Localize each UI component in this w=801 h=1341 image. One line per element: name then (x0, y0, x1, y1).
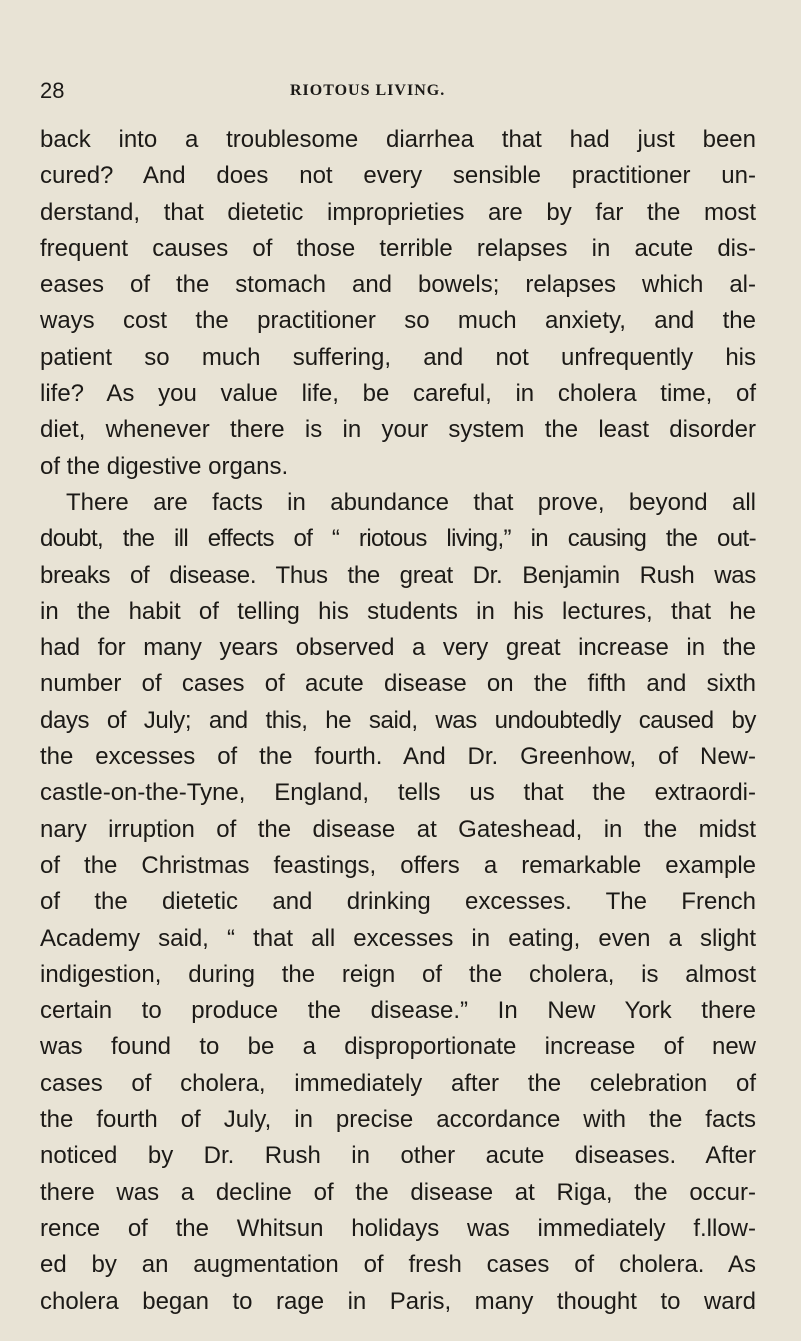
page-number: 28 (40, 78, 65, 103)
text-line: noticed by Dr. Rush in other acute diseases. After (40, 1142, 756, 1170)
text-line: days of July; and this, he said, was undoubtedly caused by (40, 706, 756, 734)
text-line: of the dietetic and drinking excesses. The French (40, 888, 756, 916)
text-line: the fourth of July, in precise accordance with the facts (40, 1106, 756, 1134)
text-line: ed by an augmentation of fresh cases of cholera. As (40, 1251, 756, 1279)
text-line: diet, whenever there is in your system the least disorder (40, 416, 756, 444)
text-line: life? As you value life, be careful, in cholera time, of (40, 380, 756, 408)
text-line: of the digestive organs. (40, 452, 289, 480)
text-line: there was a decline of the disease at Riga, the occur- (40, 1178, 756, 1206)
text-line: patient so much suffering, and not unfrequently his (40, 343, 756, 371)
text-line: of the Christmas feastings, offers a remarkable example (40, 851, 756, 879)
body-text (40, 122, 756, 1320)
text-line: had for many years observed a very great increase in the (40, 634, 756, 662)
text-line: breaks of disease. Thus the great Dr. Benjamin Rush was (40, 561, 756, 589)
text-line: doubt, the ill effects of “ riotous living,” in causing the out- (40, 525, 756, 553)
text-line: derstand, that dietetic improprieties are by far the most (40, 198, 756, 226)
text-line: certain to produce the disease.” In New York there (40, 997, 756, 1025)
text-line: the excesses of the fourth. And Dr. Greenhow, of New- (40, 743, 756, 771)
text-line: number of cases of acute disease on the fifth and sixth (40, 670, 756, 698)
text-line: eases of the stomach and bowels; relapses which al- (40, 271, 756, 299)
text-line: back into a troublesome diarrhea that had just been (40, 126, 756, 153)
text-line: There are facts in abundance that prove, beyond all (66, 488, 756, 516)
text-line: castle-on-the-Tyne, England, tells us that the extraordi- (40, 779, 756, 807)
text-line: Academy said, “ that all excesses in eating, even a slight (40, 924, 756, 952)
text-line: frequent causes of those terrible relapses in acute dis- (40, 234, 756, 262)
text-line: cured? And does not every sensible practitioner un- (40, 162, 756, 190)
text-line: nary irruption of the disease at Gateshead, in the midst (40, 815, 756, 843)
text-line: rence of the Whitsun holidays was immediately f.llow- (40, 1214, 756, 1242)
text-line: in the habit of telling his students in his lectures, that he (40, 597, 756, 625)
text-line: ways cost the practitioner so much anxiety, and the (40, 307, 756, 335)
text-line: was found to be a disproportionate increase of new (40, 1033, 756, 1061)
text-line: indigestion, during the reign of the cholera, is almost (40, 960, 756, 988)
text-line: cases of cholera, immediately after the celebration of (40, 1069, 756, 1097)
text-line: cholera began to rage in Paris, many thought to ward (40, 1287, 756, 1315)
running-head: RIOTOUS LIVING. (290, 82, 446, 99)
